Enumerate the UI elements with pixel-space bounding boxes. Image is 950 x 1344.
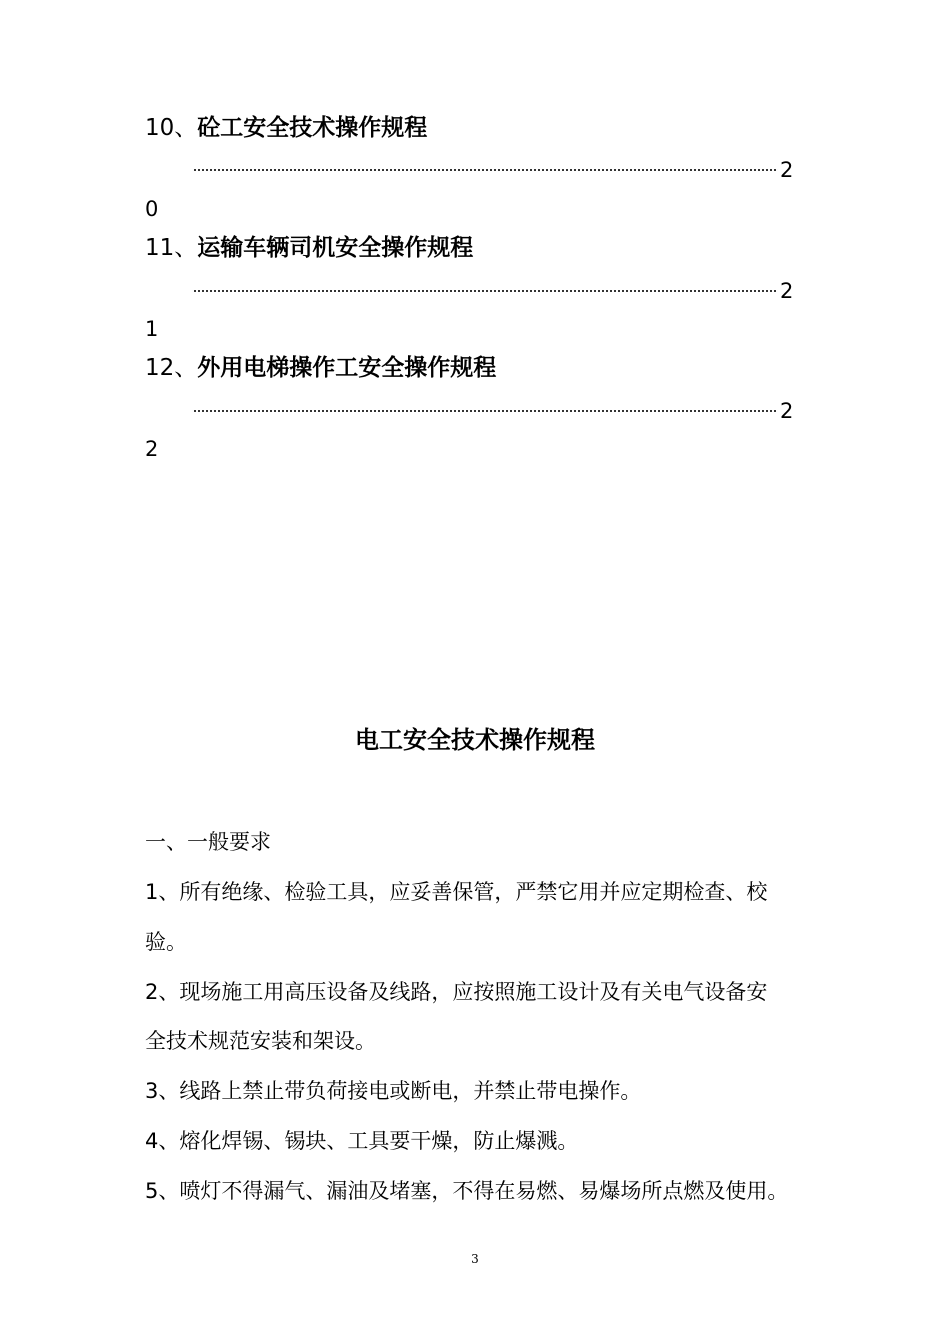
paragraph-line: 5、喷灯不得漏气、漏油及堵塞，不得在易燃、易爆场所点燃及使用。 [145, 1179, 789, 1203]
paragraph-line: 全技术规范安装和架设。 [145, 1029, 376, 1053]
paragraph-line: 1、所有绝缘、检验工具，应妥善保管，严禁它用并应定期检查、校 [145, 880, 768, 904]
page-number: 3 [471, 1252, 479, 1266]
toc-page-number-wrap: 1 [145, 317, 159, 341]
paragraph-line: 3、线路上禁止带负荷接电或断电，并禁止带电操作。 [145, 1079, 642, 1103]
toc-entry-number: 11、 [145, 235, 198, 261]
toc-dot-leader [193, 410, 777, 412]
toc-entry-title: 外用电梯操作工安全操作规程 [197, 355, 497, 381]
toc-page-number-wrap: 2 [145, 437, 159, 461]
toc-dot-leader [193, 169, 777, 171]
paragraph-line: 验。 [145, 930, 187, 954]
paragraph-line: 2、现场施工用高压设备及线路，应按照施工设计及有关电气设备安 [145, 980, 768, 1004]
toc-page-number: 2 [780, 158, 794, 182]
subsection-heading: 一、一般要求 [145, 830, 271, 854]
paragraph-line: 4、熔化焊锡、锡块、工具要干燥，防止爆溅。 [145, 1129, 579, 1153]
toc-entry-10[interactable] [145, 113, 427, 143]
toc-page-number: 2 [780, 279, 794, 303]
toc-dot-leader [193, 290, 777, 292]
toc-page-number: 2 [780, 399, 794, 423]
toc-page-number-wrap: 0 [145, 197, 159, 221]
toc-entry-12[interactable] [145, 353, 496, 383]
toc-entry-number: 10、 [145, 115, 198, 141]
toc-entry-title: 运输车辆司机安全操作规程 [197, 235, 474, 261]
toc-entry-number: 12、 [145, 355, 198, 381]
section-title: 电工安全技术操作规程 [355, 726, 595, 754]
toc-entry-title: 砼工安全技术操作规程 [197, 115, 428, 141]
toc-entry-11[interactable] [145, 233, 473, 263]
